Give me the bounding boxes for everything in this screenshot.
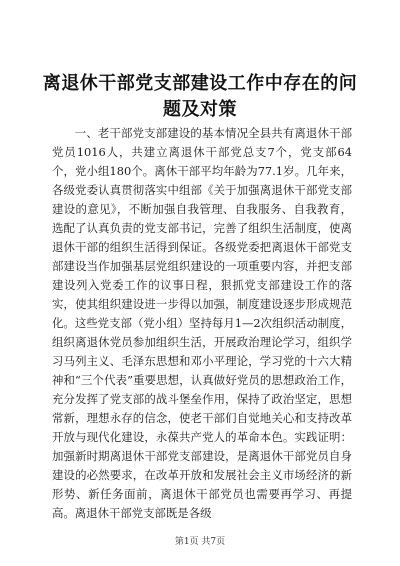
document-title: 离退休干部党支部建设工作中存在的问题及对策 bbox=[42, 73, 358, 120]
page-footer: 第1页 共7页 bbox=[174, 537, 226, 547]
body-paragraph: 一、老干部党支部建设的基本情况全县共有离退休干部党员1016人，共建立离退休干部党总支7个，党支部64个，党小组180个。离休干部平均年龄为77.1岁。几年来，各级党委认真贯彻落实中组部《关于加强离退休干部党支部建设的意见》，不断加强自我管理、自我服务、自我教育，选配了认真负责的党支部书记，完善了组织生活制度，使离退休干部的组织生活得到保证。各级党委把离退休干部党支部建设当作加强基层党组织建设的一项重要内容，并把支部建设列入党委工作的议事日程，狠抓党支部建设工作的落实，使其组织建设进一步得以加强，制度建设逐步形成规范化。这些党支部（党小组）坚持每月1—2次组织活动制度，组织离退休党员参加组织生活，开展政治理论学习，组织学习马列主义、毛泽东思想和邓小平理论，学习党的十六大精神和“三个代表”重要思想，认真做好党员的思想政治工作，充分发挥了党支部的战斗堡垒作用，保持了政治坚定，思想常新，理想永存的信念，使老干部们自觉地关心和支持改革开放与现代化建设，永葆共产党人的革命本色。实践证明：加强新时期离退休干部党支部建设，是离退休干部党员自身建设的必然要求，在改革开放和发展社会主义市场经济的新形势、新任务面前，离退休干部党员也需要再学习、再提高。离退休干部党支部既是各级 bbox=[52, 126, 352, 520]
